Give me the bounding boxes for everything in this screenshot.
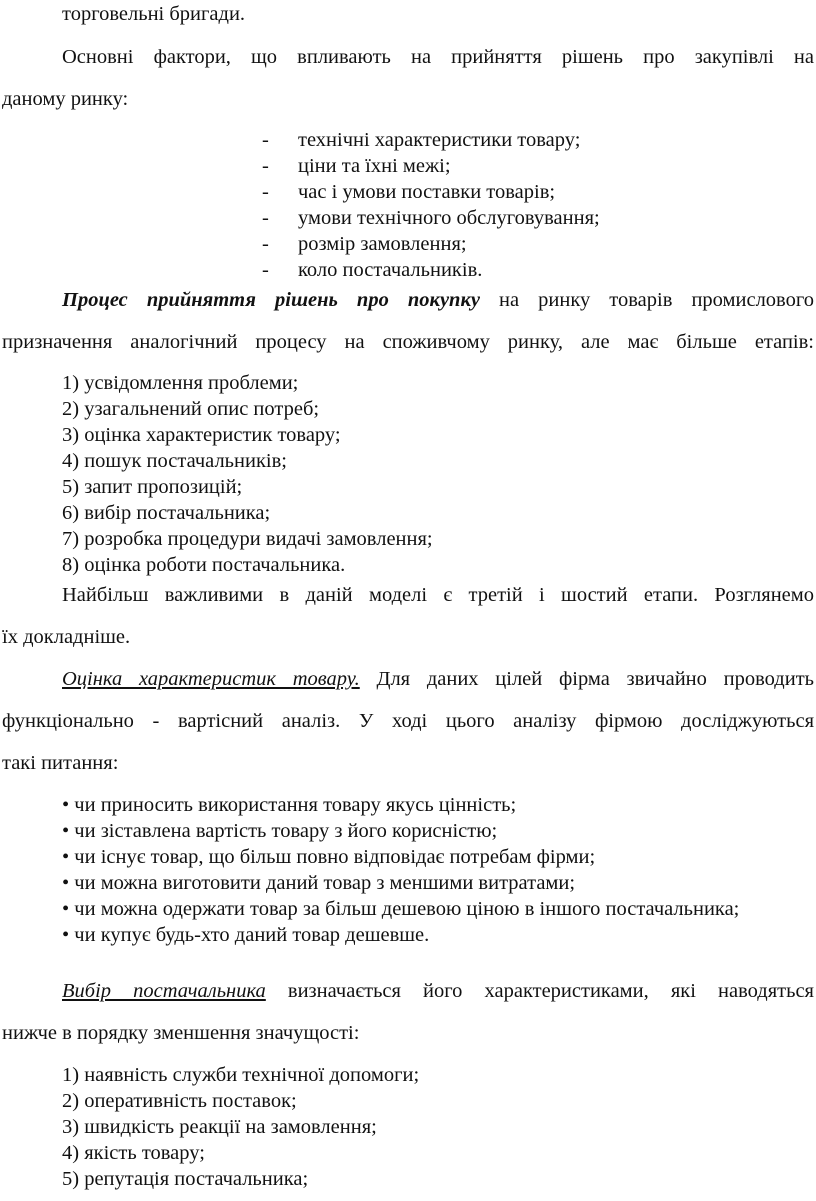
important-stages-line-1: Найбільш важливими в даній моделі є третій і шостий етапи. Розглянемо bbox=[62, 584, 814, 606]
criteria-item: 5) репутація постачальника; bbox=[62, 1168, 309, 1190]
stage-item: 4) пошук постачальників; bbox=[62, 450, 287, 472]
factor-item bbox=[262, 153, 451, 179]
stage-item: 1) усвідомлення проблеми; bbox=[62, 372, 299, 394]
factor-item bbox=[262, 231, 467, 257]
factor-item bbox=[262, 127, 580, 153]
dash-marker: - bbox=[262, 207, 269, 229]
supplier-paragraph-line-1 bbox=[62, 978, 814, 1004]
evaluation-line-1-text: Для даних цілей фірма звичайно проводить bbox=[359, 668, 814, 690]
dash-marker: - bbox=[262, 233, 269, 255]
factor-text: час і умови поставки товарів; bbox=[298, 181, 556, 203]
stage-item: 3) оцінка характеристик товару; bbox=[62, 424, 341, 446]
factor-item bbox=[262, 179, 555, 205]
dash-marker: - bbox=[262, 129, 269, 151]
process-paragraph-line-1 bbox=[62, 287, 814, 313]
stage-item: 5) запит пропозицій; bbox=[62, 476, 243, 498]
process-term: Процес прийняття рішень про покупку bbox=[62, 289, 480, 311]
factor-item bbox=[262, 257, 482, 283]
factors-intro-line-1: Основні фактори, що впливають на прийняття рішень про закупівлі на bbox=[62, 46, 814, 68]
factors-intro-line-2: даному ринку: bbox=[2, 88, 129, 110]
criteria-item: 1) наявність служби технічної допомоги; bbox=[62, 1064, 420, 1086]
factor-text: технічні характеристики товару; bbox=[298, 129, 581, 151]
question-item: • чи можна одержати товар за більш дешевою ціною в іншого постачальника; bbox=[62, 898, 740, 920]
supplier-term: Вибір постачальника bbox=[62, 980, 266, 1002]
evaluation-paragraph-line-2: функціонально - вартісний аналіз. У ході цього аналізу фірмою досліджуються bbox=[2, 710, 814, 732]
criteria-item: 3) швидкість реакції на замовлення; bbox=[62, 1116, 377, 1138]
factor-text: розмір замовлення; bbox=[298, 233, 467, 255]
process-paragraph-line-2: призначення аналогічний процесу на споживчому ринку, але має більше етапів: bbox=[2, 331, 814, 353]
dash-marker: - bbox=[262, 259, 269, 281]
question-item: • чи існує товар, що більш повно відповідає потребам фірми; bbox=[62, 846, 596, 868]
question-item: • чи можна виготовити даний товар з меншими витратами; bbox=[62, 872, 576, 894]
dash-marker: - bbox=[262, 155, 269, 177]
criteria-item: 2) оперативність поставок; bbox=[62, 1090, 297, 1112]
stage-item: 7) розробка процедури видачі замовлення; bbox=[62, 528, 433, 550]
intro-end-text: торговельні бригади. bbox=[62, 3, 246, 25]
supplier-line-1-text: визначається його характеристиками, які наводяться bbox=[265, 980, 814, 1002]
important-stages-line-2: їх докладніше. bbox=[2, 626, 131, 648]
stage-item: 2) узагальнений опис потреб; bbox=[62, 398, 320, 420]
evaluation-paragraph-line-1 bbox=[62, 666, 814, 692]
evaluation-term: Оцінка характеристик товару. bbox=[62, 668, 360, 690]
process-line-1-text: на ринку товарів промислового bbox=[479, 289, 814, 311]
question-item: • чи зіставлена вартість товару з його корисністю; bbox=[62, 820, 498, 842]
factor-text: ціни та їхні межі; bbox=[298, 155, 451, 177]
dash-marker: - bbox=[262, 181, 269, 203]
criteria-item: 4) якість товару; bbox=[62, 1142, 205, 1164]
factor-text: умови технічного обслуговування; bbox=[298, 207, 600, 229]
factor-text: коло постачальників. bbox=[298, 259, 483, 281]
supplier-paragraph-line-2: нижче в порядку зменшення значущості: bbox=[2, 1022, 360, 1044]
question-item: • чи купує будь-хто даний товар дешевше. bbox=[62, 924, 430, 946]
stage-item: 6) вибір постачальника; bbox=[62, 502, 271, 524]
question-item: • чи приносить використання товару якусь цінність; bbox=[62, 794, 517, 816]
evaluation-paragraph-line-3: такі питання: bbox=[2, 752, 119, 774]
stage-item: 8) оцінка роботи постачальника. bbox=[62, 554, 346, 576]
factor-item bbox=[262, 205, 600, 231]
